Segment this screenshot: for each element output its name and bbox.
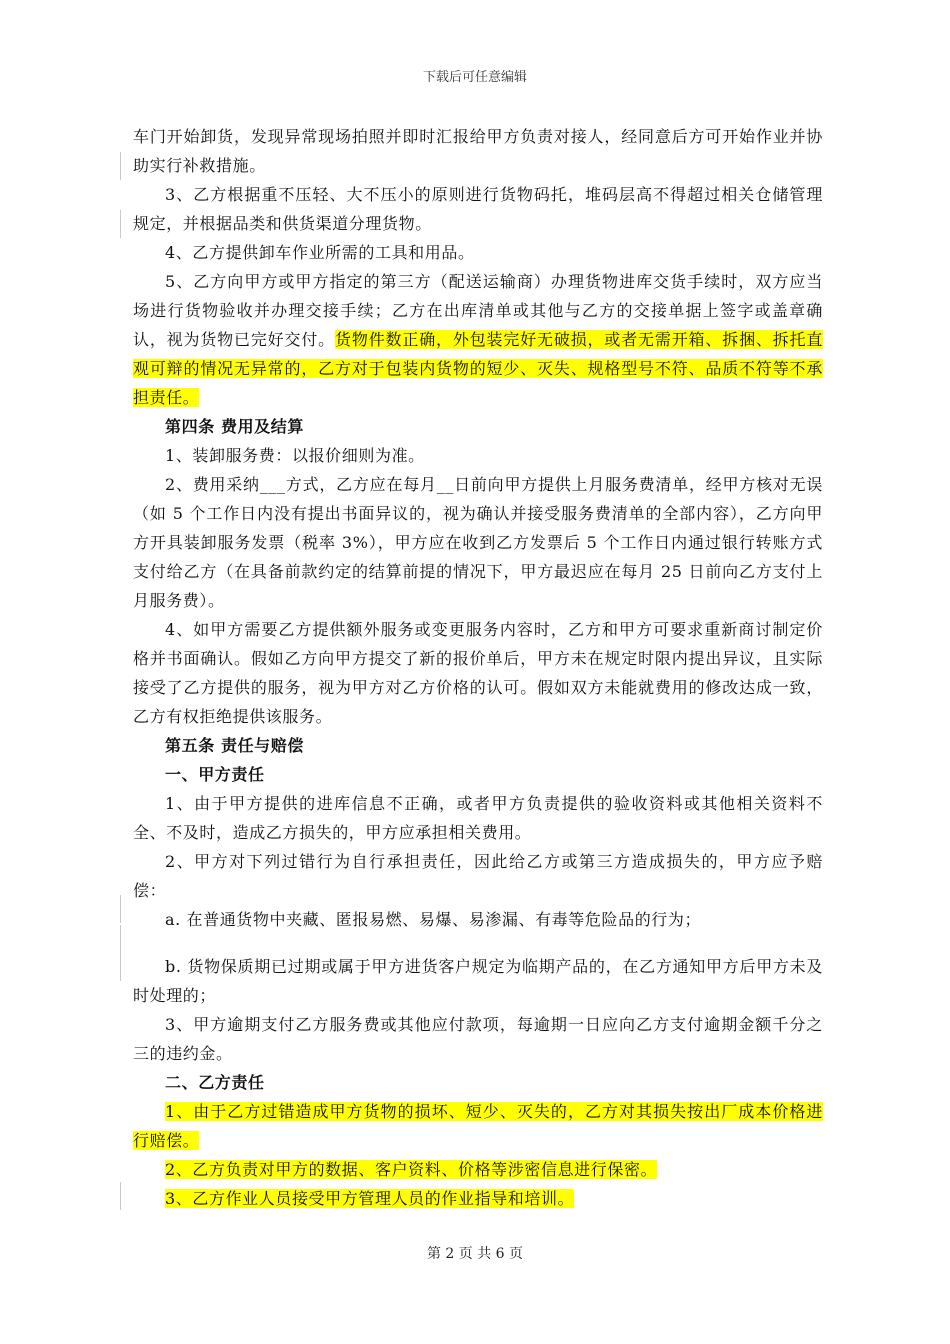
highlighted-text: 2、乙方负责对甲方的数据、客户资料、价格等涉密信息进行保密。 xyxy=(165,1160,658,1179)
margin-mark xyxy=(120,895,121,923)
paragraph-text: 5、乙方向甲方或甲方指定的第三方（配送运输商）办理货物进库交货手续时，双方应当场进行货物验收并办理交接手续；乙方在出库清单或其他与乙方的交接单据上签字或盖章确认，视为货物已完好交付。 xyxy=(133,272,823,349)
margin-mark xyxy=(120,1182,121,1210)
paragraph: 3、甲方逾期支付乙方服务费或其他应付款项，每逾期一日应向乙方支付逾期金额千分之三的违约金。 xyxy=(133,1015,823,1063)
margin-mark xyxy=(120,925,121,953)
margin-mark xyxy=(120,953,121,981)
paragraph xyxy=(133,1184,823,1213)
page-footer: 第 2 页 共 6 页 xyxy=(426,1246,524,1262)
blank-line xyxy=(133,934,823,952)
paragraph: 4、如甲方需要乙方提供额外服务或变更服务内容时，乙方和甲方可要求重新商讨制定价格并书面确认。假如乙方向甲方提交了新的报价单后，甲方未在规定时限内提出异议，且实际接受了乙方提供的服务，视为甲方对乙方价格的认可。假如双方未能就费用的修改达成一致，乙方有权拒绝提供该服务。 xyxy=(133,620,823,726)
highlighted-text: 货物件数正确，外包装完好无破损，或者无需开箱、拆捆、拆托直观可辩的情况无异常的，乙方对于包装内货物的短少、灭失、规格型号不符、品质不符等不承担责任。 xyxy=(133,330,824,407)
document-body xyxy=(133,122,823,1213)
highlighted-text: 1、由于乙方过错造成甲方货物的损坏、短少、灭失的，乙方对其损失按出厂成本价格进行赔偿。 xyxy=(133,1102,823,1150)
subsection-heading-party-b: 二、乙方责任 xyxy=(165,1073,265,1092)
highlighted-text: 3、乙方作业人员接受甲方管理人员的作业指导和培训。 xyxy=(165,1189,575,1208)
paragraph xyxy=(133,1097,823,1155)
subsection-heading-party-a: 一、甲方责任 xyxy=(165,765,265,784)
paragraph: 车门开始卸货，发现异常现场拍照并即时汇报给甲方负责对接人，经同意后方可开始作业并协助实行补救措施。 xyxy=(133,127,823,175)
paragraph: 2、甲方对下列过错行为自行承担责任，因此给乙方或第三方造成损失的，甲方应予赔偿： xyxy=(133,852,823,900)
paragraph xyxy=(133,1155,823,1184)
list-item: b. 货物保质期已过期或属于甲方进货客户规定为临期产品的，在乙方通知甲方后甲方未及时处理的； xyxy=(133,957,823,1005)
paragraph xyxy=(133,267,823,412)
paragraph: 2、费用采纳___方式，乙方应在每月__日前向甲方提供上月服务费清单，经甲方核对无误（如 5 个工作日内没有提出书面异议的，视为确认并接受服务费清单的全部内容），乙方向甲方开具装卸服务发票（税率 3%），甲方应在收到乙方发票后 5 个工作日内通过银行转账方式支付给乙方（在具备前款约定的结算前提的情况下，甲方最迟应在每月 25 日前向乙方支付上月服务费）。 xyxy=(133,475,823,610)
margin-mark xyxy=(120,152,121,180)
list-item: a. 在普通货物中夹藏、匿报易燃、易爆、易渗漏、有毒等危险品的行为； xyxy=(165,910,702,929)
paragraph: 4、乙方提供卸车作业所需的工具和用品。 xyxy=(165,243,475,262)
section-heading-5: 第五条 责任与赔偿 xyxy=(165,736,304,755)
paragraph: 1、由于甲方提供的进库信息不正确，或者甲方负责提供的验收资料或其他相关资料不全、不及时，造成乙方损失的，甲方应承担相关费用。 xyxy=(133,794,823,842)
paragraph: 3、乙方根据重不压轻、大不压小的原则进行货物码托，堆码层高不得超过相关仓储管理规定，并根据品类和供货渠道分理货物。 xyxy=(133,185,823,233)
paragraph: 1、装卸服务费：以报价细则为准。 xyxy=(165,446,425,465)
section-heading-4: 第四条 费用及结算 xyxy=(165,417,304,436)
page-header: 下载后可任意编辑 xyxy=(422,70,527,85)
margin-mark xyxy=(120,210,121,238)
